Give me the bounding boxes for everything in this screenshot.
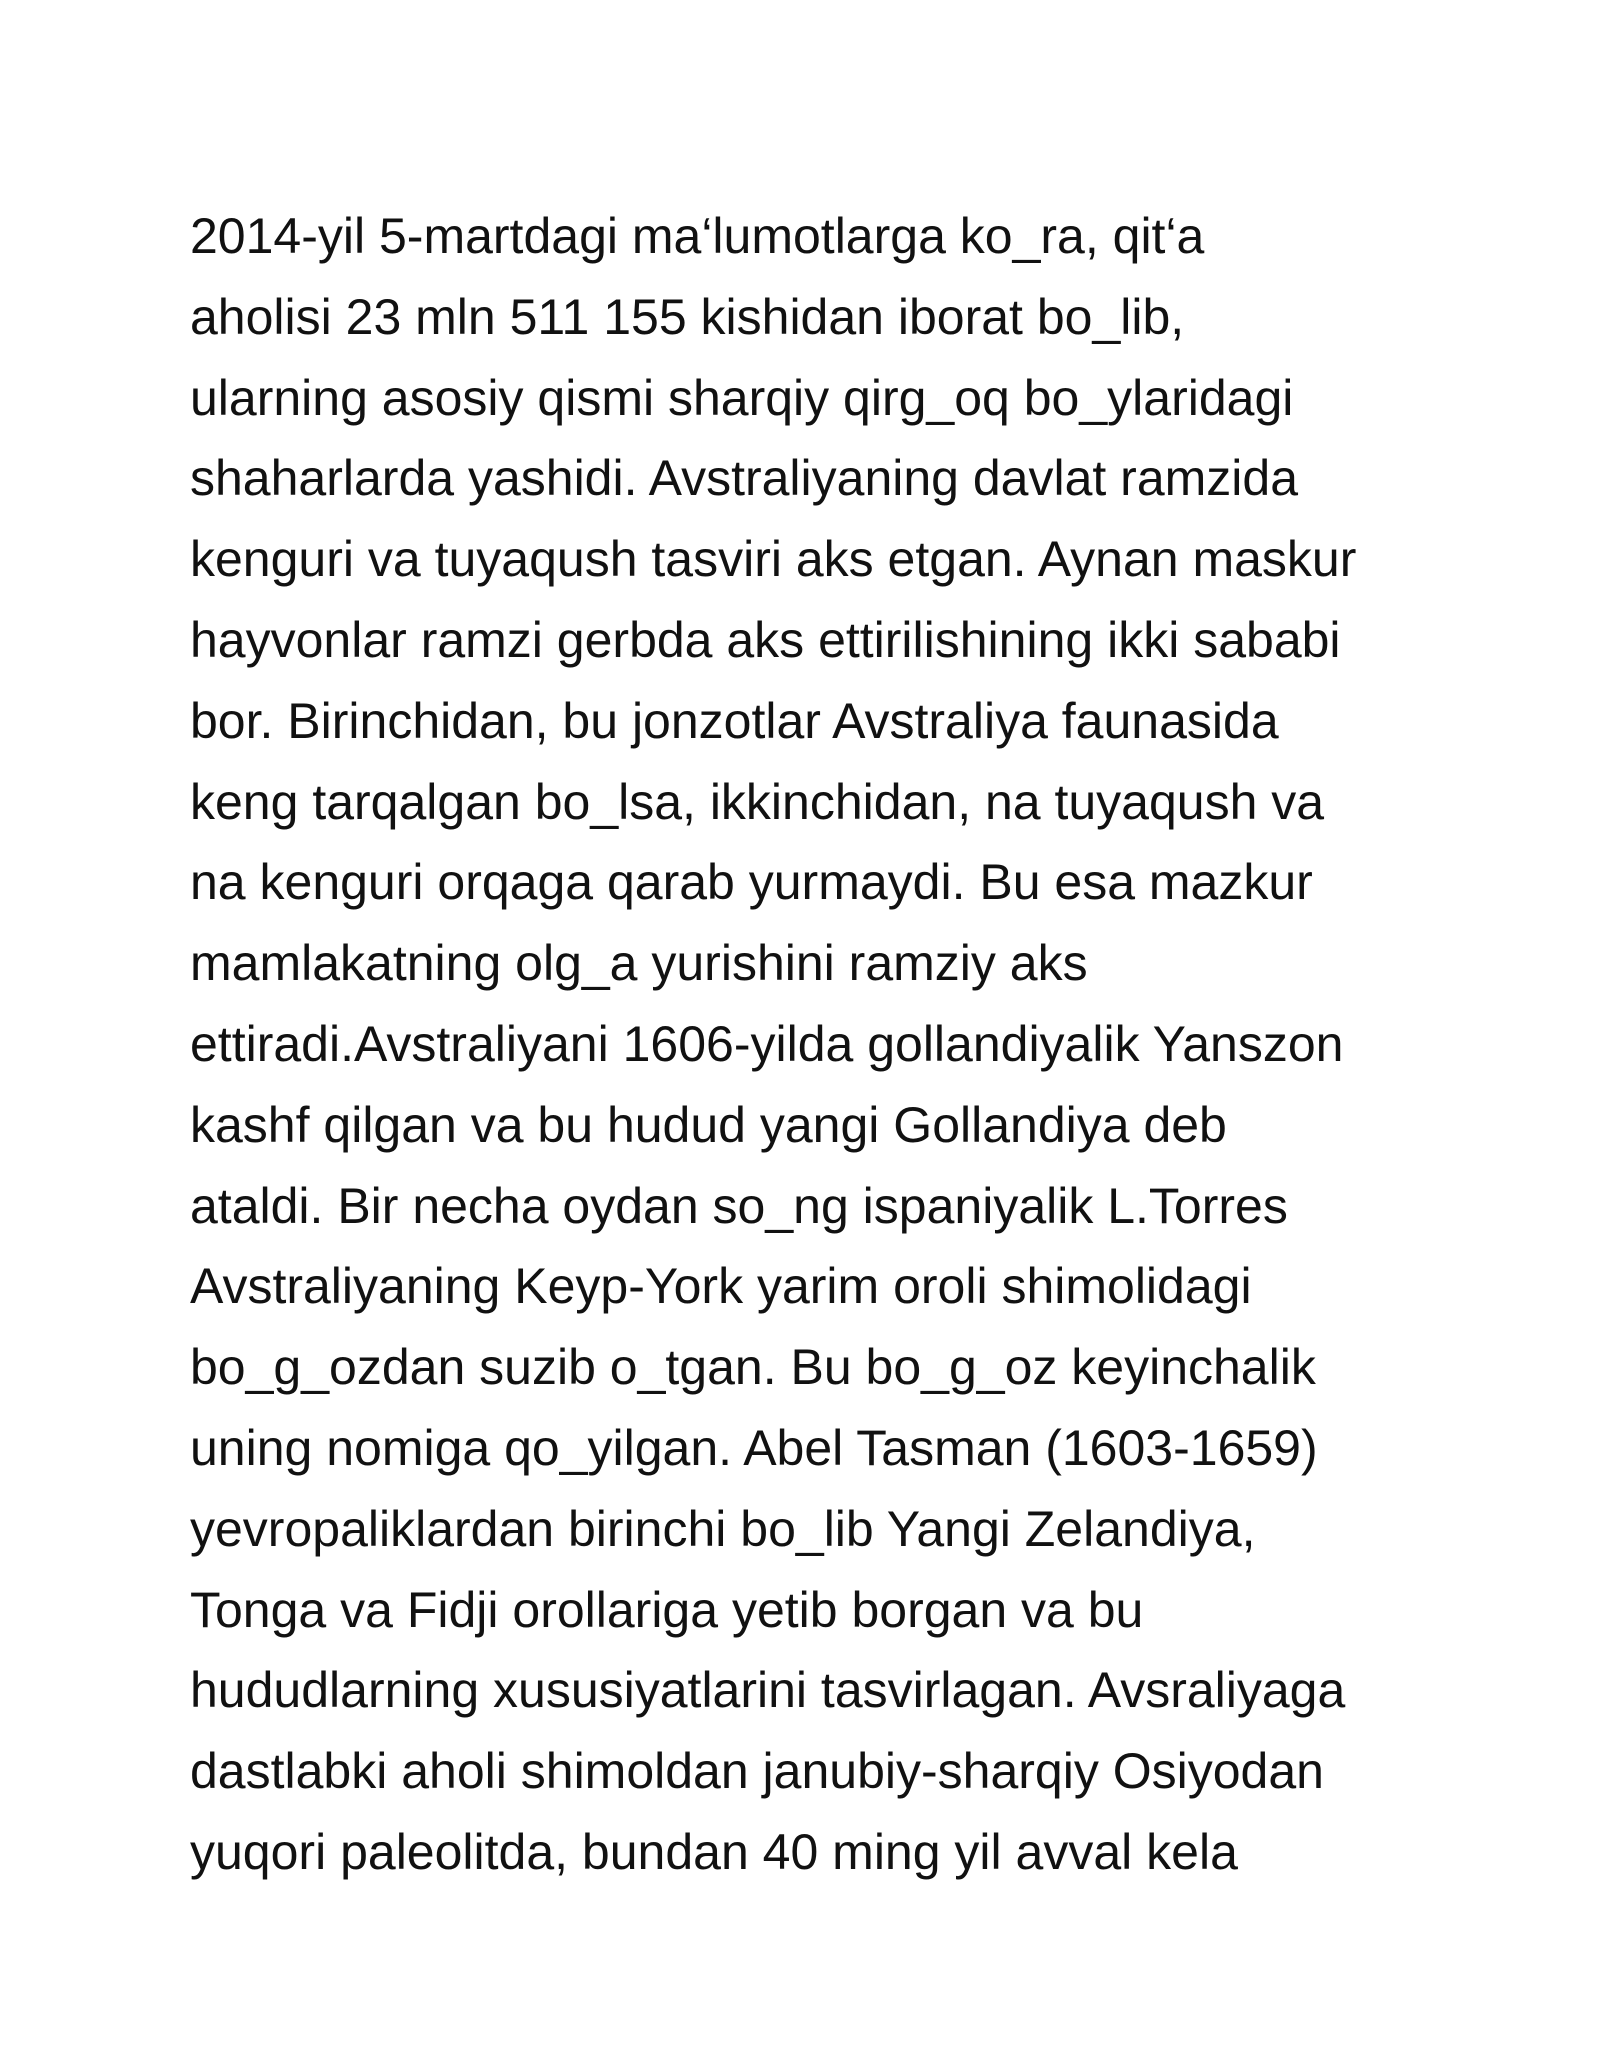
text-line: na kenguri orqaga qarab yurmaydi. Bu esa mazkur [190,854,1313,911]
text-line: ularning asosiy qismi sharqiy qirg_oq bo_ylaridagi [190,369,1294,426]
text-line: kenguri va tuyaqush tasviri aks etgan. Aynan maskur [190,531,1357,588]
text-line: yuqori paleolitda, bundan 40 ming yil avval kela [190,1823,1238,1880]
text-line: hududlarning xususiyatlarini tasvirlagan. Avsraliyaga [190,1662,1346,1719]
text-line: mamlakatning olg_a yurishini ramziy aks [190,935,1088,992]
text-line: aholisi 23 mln 511 155 kishidan iborat bo_lib, [190,288,1185,345]
text-line: 2014-yil 5-martdagi ma‘lumotlarga ko_ra, qit‘a [190,208,1205,264]
text-line: Tonga va Fidji orollariga yetib borgan va bu [190,1581,1144,1638]
text-line: bo_g_ozdan suzib o_tgan. Bu bo_g_oz keyinchalik [190,1339,1316,1396]
text-line: keng tarqalgan bo_lsa, ikkinchidan, na tuyaqush va [190,773,1325,830]
text-line: kashf qilgan va bu hudud yangi Gollandiya deb [190,1096,1227,1153]
text-line: bor. Birinchidan, bu jonzotlar Avstraliya faunasida [190,692,1279,749]
body-paragraph [190,196,1450,1893]
text-line: hayvonlar ramzi gerbda aks ettirilishining ikki sababi [190,611,1341,668]
text-line: uning nomiga qo_yilgan. Abel Tasman (1603-1659) [190,1419,1318,1476]
text-line: dastlabki aholi shimoldan janubiy-sharqiy Osiyodan [190,1743,1324,1800]
text-line: shaharlarda yashidi. Avstraliyaning davlat ramzida [190,450,1299,507]
text-line: ettiradi.Avstraliyani 1606-yilda gollandiyalik Yanszon [190,1015,1344,1072]
text-line: ataldi. Bir necha oydan so_ng ispaniyalik L.Torres [190,1177,1288,1234]
text-line: Avstraliyaning Keyp-York yarim oroli shimolidagi [190,1258,1252,1315]
text-line: yevropaliklardan birinchi bo_lib Yangi Zelandiya, [190,1500,1256,1557]
